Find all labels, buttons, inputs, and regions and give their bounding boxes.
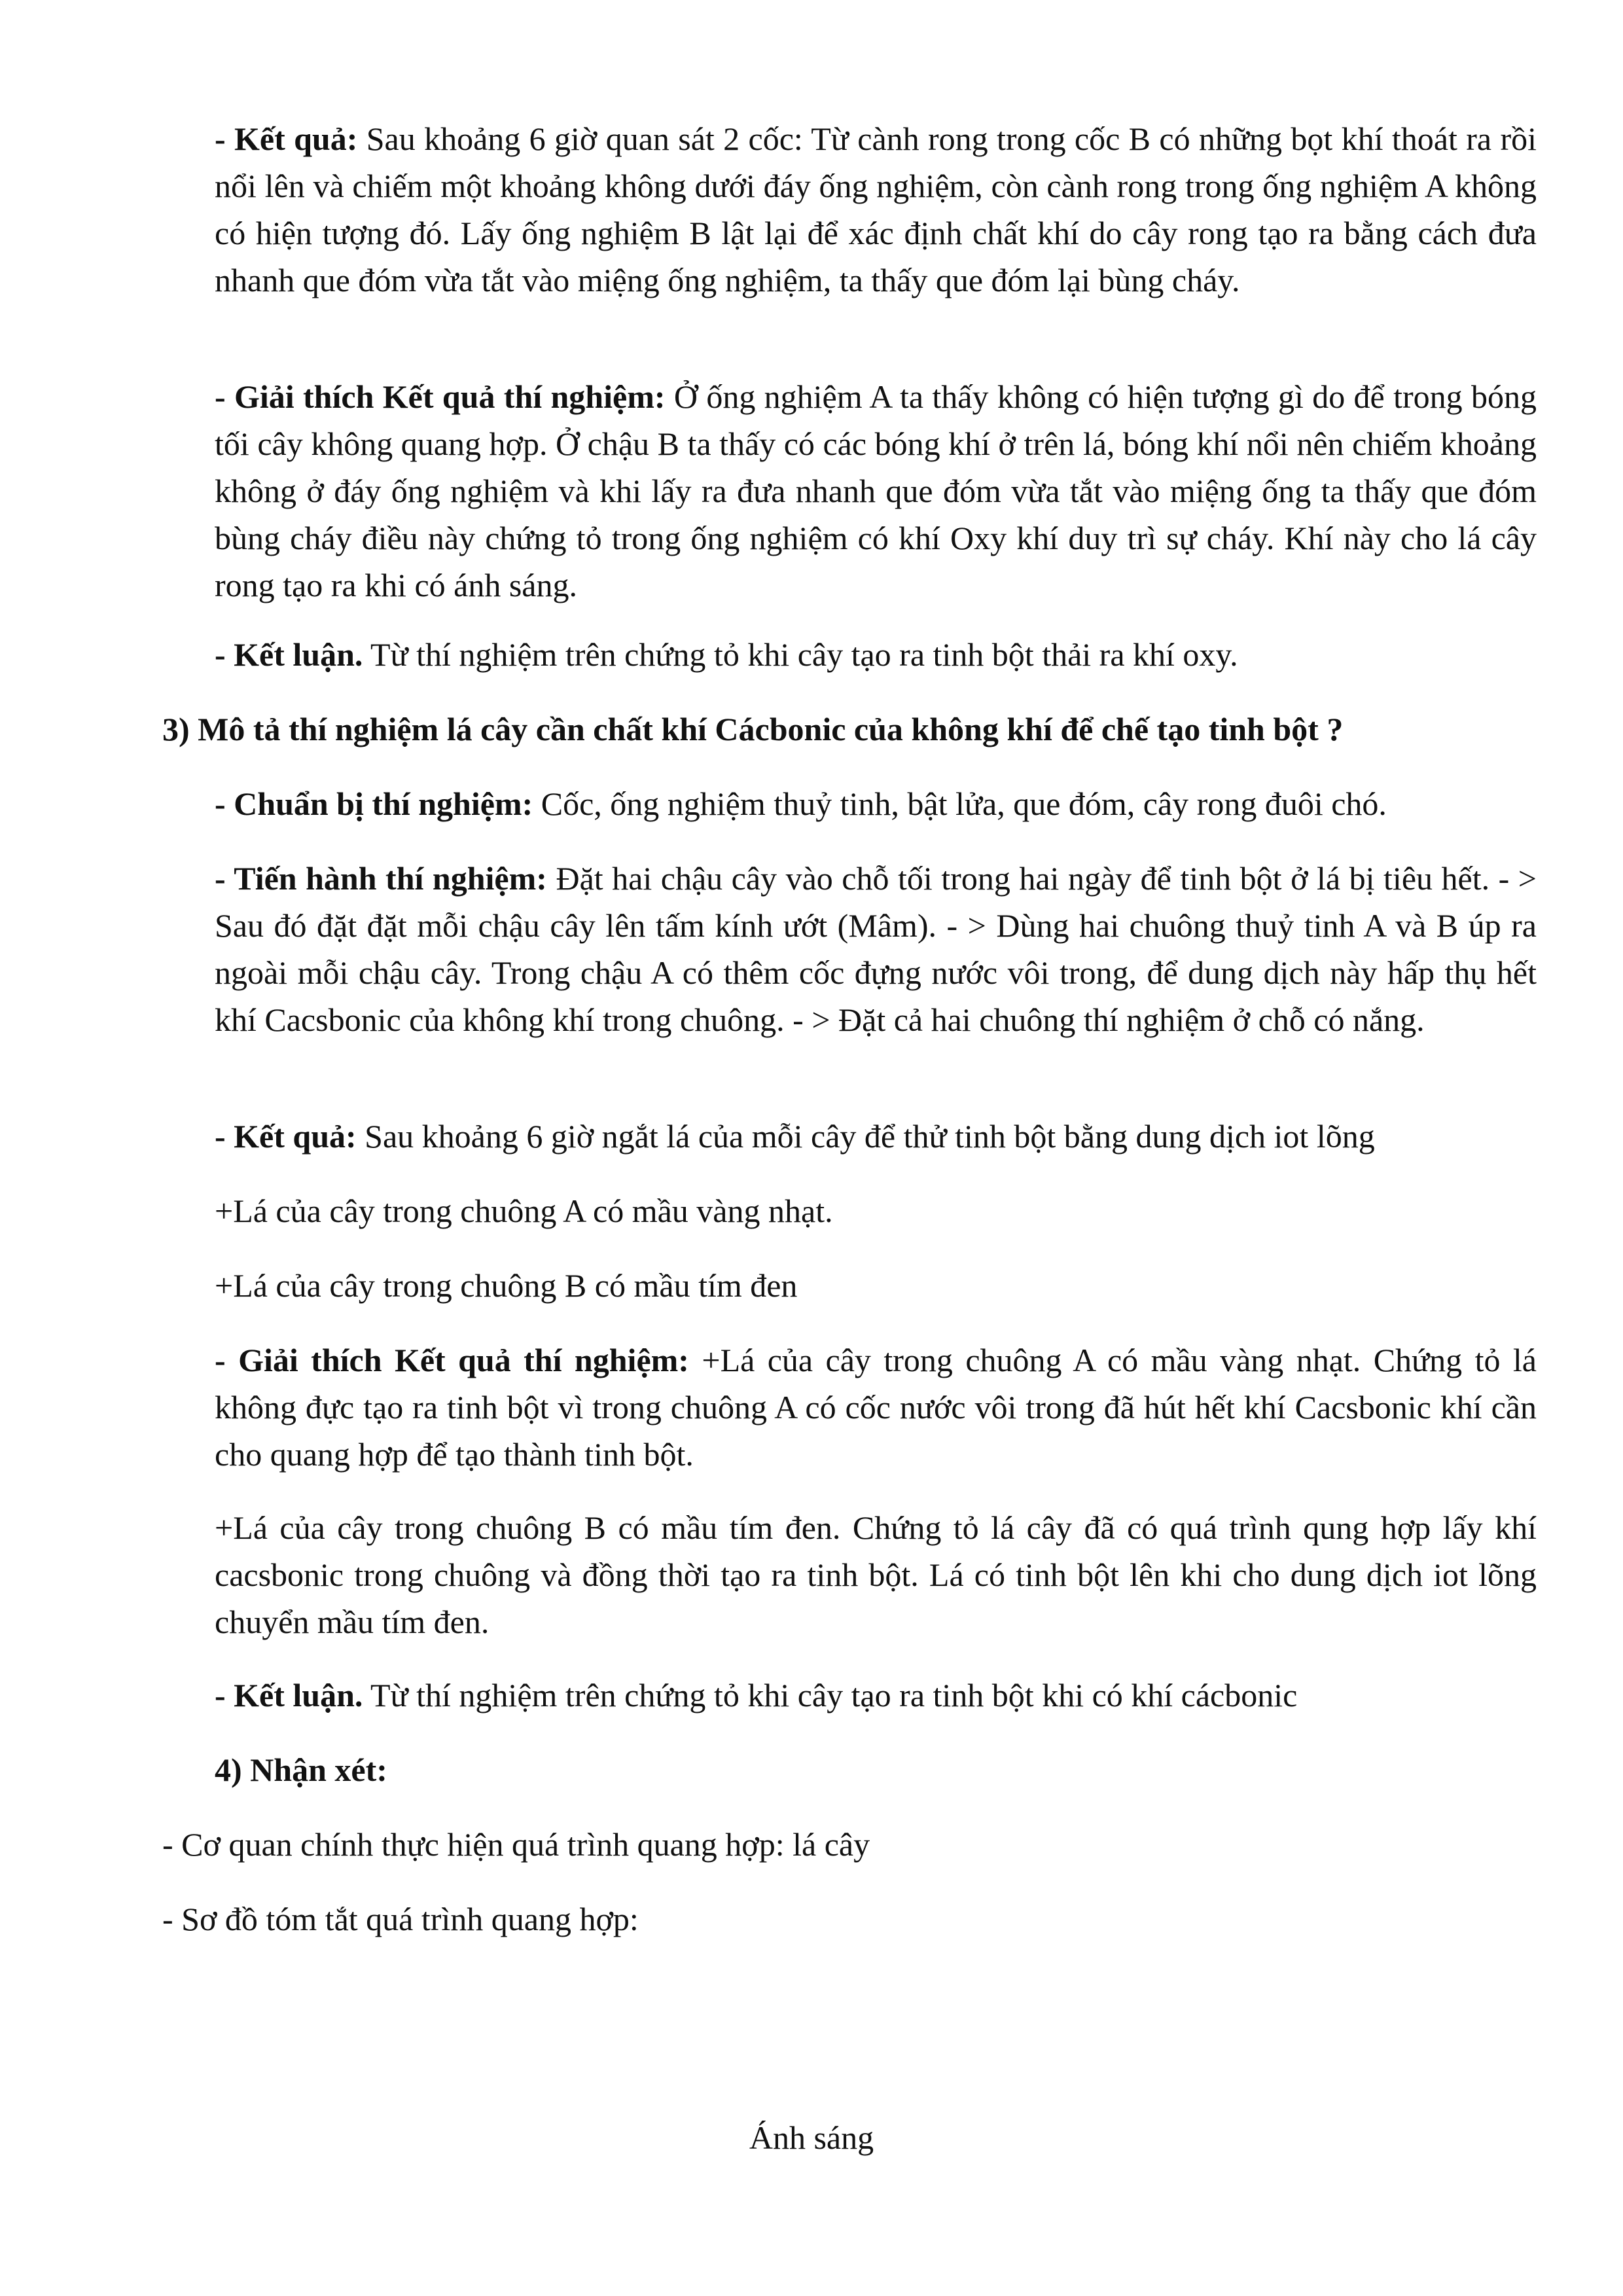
result-paragraph-1 [215,115,1537,304]
result-label-2: - Kết quả: [215,1118,357,1155]
explanation-label: - Giải thích Kết quả thí nghiệm: [215,378,666,415]
question-3-heading [162,706,1537,753]
result-text: Sau khoảng 6 giờ quan sát 2 cốc: Từ cành rong trong cốc B có những bọt khí thoát ra rồi nổi lên và chiếm một khoảng không dưới đáy ống nghiệm, còn cành rong trong ống nghiệm A không có hiện tượng đó. Lấy ống nghiệm B lật lại để xác định chất khí do cây rong tạo ra bằng cách đưa nhanh que đóm vừa tắt vào miệng ống nghiệm, ta thấy que đóm lại bùng cháy. [215,120,1537,298]
diagram-light-text: Ánh sáng [749,2119,874,2156]
result-paragraph-2 [215,1113,1537,1160]
procedure-text: Đặt hai chậu cây vào chỗ tối trong hai ngày để tinh bột ở lá bị tiêu hết. - > Sau đó đặt đặt mỗi chậu cây lên tấm kính ướt (Mâm). - > Dùng hai chuông thuỷ tinh A và B úp ra ngoài mỗi chậu cây. Trong chậu A có thêm cốc đựng nước vôi trong, để dung dịch này hấp thụ hết khí Cacsbonic của không khí trong chuông. - > Đặt cả hai chuông thí nghiệm ở chỗ có nắng. [215,860,1537,1038]
explanation-paragraph-3 [215,1504,1537,1645]
explanation-label-2: - Giải thích Kết quả thí nghiệm: [215,1342,689,1378]
explanation-paragraph-2 [215,1336,1537,1478]
diagram-light-label [0,2114,1623,2161]
observation-b [215,1262,1537,1309]
preparation-label: - Chuẩn bị thí nghiệm: [215,785,533,822]
conclusion-text-2: Từ thí nghiệm trên chứng tỏ khi cây tạo ra tinh bột khi có khí cácbonic [363,1677,1298,1713]
question-4-heading [215,1746,1537,1793]
explanation-paragraph-1 [215,373,1537,609]
explanation-text-2: +Lá của cây trong chuông A có mầu vàng nhạt. Chứng tỏ lá không đực tạo ra tinh bột vì trong chuông A có cốc nước vôi trong đã hút hết khí Cacsbonic khí cần cho quang hợp để tạo thành tinh bột. [215,1342,1537,1473]
conclusion-paragraph-1 [215,631,1537,678]
observation-a [215,1187,1537,1234]
remark-diagram-intro-text: - Sơ đồ tóm tắt quá trình quang hợp: [162,1901,639,1937]
preparation-paragraph [215,780,1537,827]
question-3-text: 3) Mô tả thí nghiệm lá cây cần chất khí Cácbonic của không khí để chế tạo tinh bột ? [162,711,1344,747]
result-label: - Kết quả: [215,120,358,157]
conclusion-paragraph-2 [215,1672,1537,1719]
result-text-2: Sau khoảng 6 giờ ngắt lá của mỗi cây để thử tinh bột bằng dung dịch iot lõng [356,1118,1375,1155]
procedure-paragraph [215,855,1537,1043]
remark-diagram-intro [162,1895,1537,1943]
explanation-text-3: +Lá của cây trong chuông B có mầu tím đen. Chứng tỏ lá cây đã có quá trình qung hợp lấy khí cacsbonic trong chuông và đồng thời tạo ra tinh bột. Lá có tinh bột lên khi cho dung dịch iot lõng chuyển mầu tím đen. [215,1509,1537,1640]
remark-organ [162,1821,1537,1868]
conclusion-label: - Kết luận. [215,636,363,673]
procedure-label: - Tiến hành thí nghiệm: [215,860,547,897]
observation-a-text: +Lá của cây trong chuông A có mầu vàng nhạt. [215,1193,833,1229]
preparation-text: Cốc, ống nghiệm thuỷ tinh, bật lửa, que đóm, cây rong đuôi chó. [533,785,1387,822]
observation-b-text: +Lá của cây trong chuông B có mầu tím đen [215,1267,798,1304]
explanation-text: Ở ống nghiệm A ta thấy không có hiện tượng gì do để trong bóng tối cây không quang hợp. Ở chậu B ta thấy có các bóng khí ở trên lá, bóng khí nổi nên chiếm khoảng không ở đáy ống nghiệm và khi lấy ra đưa nhanh que đóm vừa tắt vào miệng ống ta thấy que đóm bùng cháy điều này chứng tỏ trong ống nghiệm có khí Oxy khí duy trì sự cháy. Khí này cho lá cây rong tạo ra khi có ánh sáng. [215,378,1537,603]
remark-organ-text: - Cơ quan chính thực hiện quá trình quang hợp: lá cây [162,1826,870,1863]
conclusion-text: Từ thí nghiệm trên chứng tỏ khi cây tạo ra tinh bột thải ra khí oxy. [363,636,1238,673]
question-4-text: 4) Nhận xét: [215,1751,387,1788]
conclusion-label-2: - Kết luận. [215,1677,363,1713]
